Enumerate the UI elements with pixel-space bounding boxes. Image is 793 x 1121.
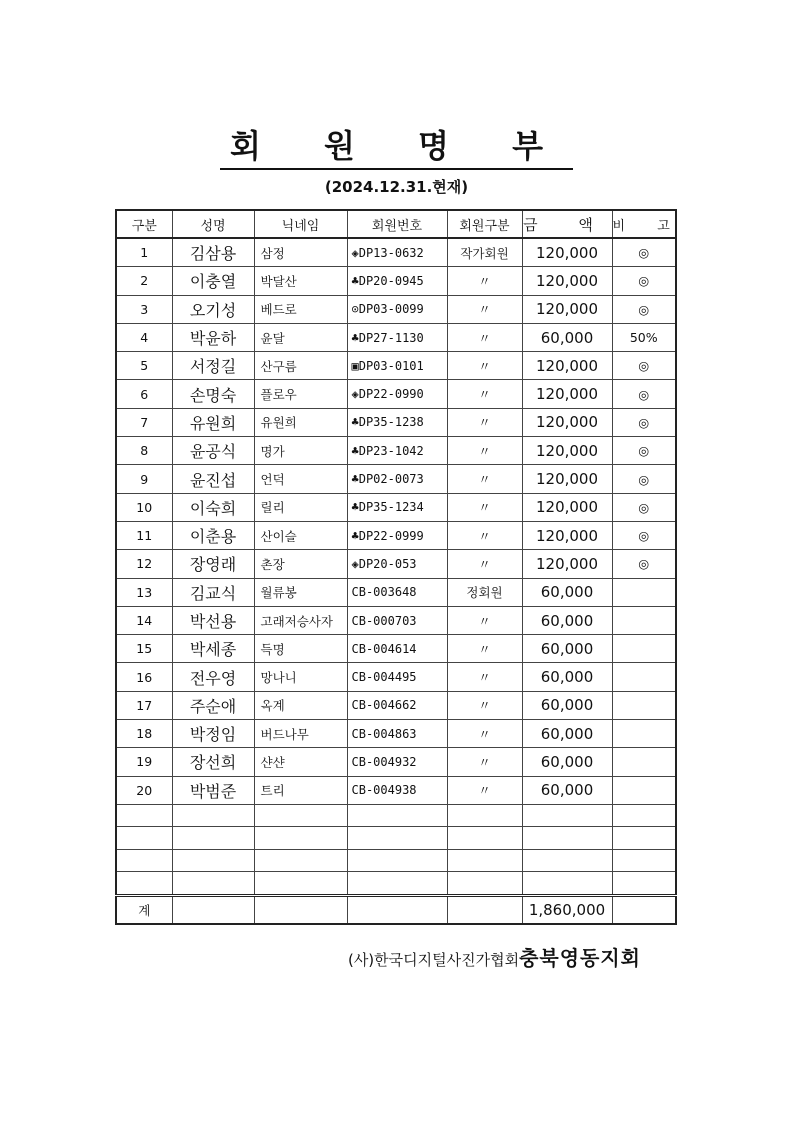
cell-note <box>612 606 676 634</box>
cell-member-id: ♣DP02-0073 <box>347 465 447 493</box>
cell-note: ◎ <box>612 550 676 578</box>
cell-amount: 120,000 <box>522 352 612 380</box>
empty-cell <box>254 804 347 827</box>
cell-note <box>612 578 676 606</box>
as-of-date: (2024.12.31.현재) <box>324 178 469 196</box>
empty-cell <box>116 804 172 827</box>
cell-no: 9 <box>116 465 172 493</box>
cell-member-id: CB-004863 <box>347 720 447 748</box>
cell-amount: 60,000 <box>522 578 612 606</box>
header-note: 비 고 <box>612 210 676 238</box>
organization-name: (사)한국디지털사진가협회 <box>347 951 520 969</box>
cell-member-type: 〃 <box>447 323 522 351</box>
cell-amount: 120,000 <box>522 408 612 436</box>
cell-note <box>612 663 676 691</box>
cell-nickname: 명가 <box>254 437 347 465</box>
cell-member-type: 〃 <box>447 720 522 748</box>
cell-nickname: 옥계 <box>254 691 347 719</box>
empty-cell <box>447 804 522 827</box>
cell-name: 김교식 <box>172 578 254 606</box>
cell-nickname: 득명 <box>254 635 347 663</box>
empty-cell <box>447 849 522 872</box>
cell-note <box>612 748 676 776</box>
cell-member-type: 〃 <box>447 465 522 493</box>
cell-member-id: ♣DP27-1130 <box>347 323 447 351</box>
table-row <box>116 238 676 267</box>
table-row <box>116 437 676 465</box>
cell-name: 박선용 <box>172 606 254 634</box>
cell-name: 윤진섭 <box>172 465 254 493</box>
cell-amount: 120,000 <box>522 437 612 465</box>
cell-member-id: CB-004932 <box>347 748 447 776</box>
cell-name: 이숙희 <box>172 493 254 521</box>
cell-nickname: 베드로 <box>254 295 347 323</box>
document-title: 회 원 명 부 <box>0 126 793 170</box>
cell-no: 14 <box>116 606 172 634</box>
empty-cell <box>522 804 612 827</box>
cell-member-type: 〃 <box>447 776 522 804</box>
cell-nickname: 산구름 <box>254 352 347 380</box>
empty-cell <box>116 872 172 896</box>
cell-no: 3 <box>116 295 172 323</box>
empty-cell <box>172 849 254 872</box>
cell-member-type: 〃 <box>447 691 522 719</box>
branch-name: 충북영동지회 <box>519 946 641 970</box>
cell-amount: 120,000 <box>522 521 612 549</box>
empty-cell <box>172 872 254 896</box>
cell-amount: 60,000 <box>522 323 612 351</box>
header-nickname: 닉네임 <box>254 210 347 238</box>
empty-row <box>116 872 676 896</box>
cell-amount: 60,000 <box>522 635 612 663</box>
cell-member-id: CB-004662 <box>347 691 447 719</box>
cell-no: 11 <box>116 521 172 549</box>
cell-member-id: ♣DP22-0999 <box>347 521 447 549</box>
cell-member-id: ♣DP35-1238 <box>347 408 447 436</box>
empty-cell <box>347 827 447 850</box>
cell-note: ◎ <box>612 352 676 380</box>
cell-name: 유원희 <box>172 408 254 436</box>
empty-cell <box>254 895 347 924</box>
table-row <box>116 465 676 493</box>
cell-no: 15 <box>116 635 172 663</box>
empty-cell <box>522 872 612 896</box>
table-row <box>116 748 676 776</box>
empty-cell <box>612 849 676 872</box>
table-row <box>116 691 676 719</box>
cell-note <box>612 720 676 748</box>
cell-amount: 60,000 <box>522 776 612 804</box>
cell-note: ◎ <box>612 521 676 549</box>
cell-member-type: 〃 <box>447 550 522 578</box>
cell-name: 전우영 <box>172 663 254 691</box>
empty-cell <box>172 895 254 924</box>
cell-name: 박세종 <box>172 635 254 663</box>
cell-member-id: CB-004495 <box>347 663 447 691</box>
cell-amount: 120,000 <box>522 238 612 267</box>
cell-member-id: ◈DP22-0990 <box>347 380 447 408</box>
cell-member-type: 〃 <box>447 635 522 663</box>
cell-amount: 120,000 <box>522 267 612 295</box>
table-body <box>116 238 676 924</box>
empty-cell <box>254 849 347 872</box>
cell-no: 20 <box>116 776 172 804</box>
cell-note <box>612 635 676 663</box>
total-label: 계 <box>116 895 172 924</box>
total-amount: 1,860,000 <box>522 895 612 924</box>
cell-member-type: 〃 <box>447 352 522 380</box>
cell-amount: 60,000 <box>522 663 612 691</box>
cell-note: ◎ <box>612 408 676 436</box>
cell-no: 6 <box>116 380 172 408</box>
cell-amount: 120,000 <box>522 550 612 578</box>
cell-amount: 60,000 <box>522 606 612 634</box>
cell-note: 50% <box>612 323 676 351</box>
cell-name: 박정임 <box>172 720 254 748</box>
table-row <box>116 663 676 691</box>
cell-no: 2 <box>116 267 172 295</box>
empty-cell <box>522 849 612 872</box>
empty-row <box>116 827 676 850</box>
empty-cell <box>447 872 522 896</box>
empty-cell <box>522 827 612 850</box>
cell-name: 윤공식 <box>172 437 254 465</box>
cell-member-id: CB-000703 <box>347 606 447 634</box>
empty-cell <box>254 827 347 850</box>
cell-member-type: 〃 <box>447 493 522 521</box>
cell-note: ◎ <box>612 267 676 295</box>
cell-name: 박윤하 <box>172 323 254 351</box>
empty-cell <box>347 872 447 896</box>
cell-no: 7 <box>116 408 172 436</box>
cell-amount: 60,000 <box>522 748 612 776</box>
empty-cell <box>447 827 522 850</box>
cell-amount: 120,000 <box>522 493 612 521</box>
cell-member-id: ◈DP13-0632 <box>347 238 447 267</box>
cell-member-id: ♣DP20-0945 <box>347 267 447 295</box>
empty-row <box>116 804 676 827</box>
cell-nickname: 삼정 <box>254 238 347 267</box>
cell-note: ◎ <box>612 465 676 493</box>
cell-nickname: 트리 <box>254 776 347 804</box>
empty-row <box>116 849 676 872</box>
cell-no: 19 <box>116 748 172 776</box>
cell-note: ◎ <box>612 380 676 408</box>
empty-cell <box>612 827 676 850</box>
table-row <box>116 380 676 408</box>
cell-no: 10 <box>116 493 172 521</box>
cell-amount: 120,000 <box>522 465 612 493</box>
cell-member-type: 〃 <box>447 267 522 295</box>
empty-cell <box>254 872 347 896</box>
cell-name: 장선희 <box>172 748 254 776</box>
cell-note <box>612 776 676 804</box>
cell-amount: 60,000 <box>522 720 612 748</box>
cell-nickname: 플로우 <box>254 380 347 408</box>
table-row <box>116 521 676 549</box>
cell-name: 장영래 <box>172 550 254 578</box>
cell-member-type: 정회원 <box>447 578 522 606</box>
empty-cell <box>447 895 522 924</box>
empty-cell <box>612 872 676 896</box>
cell-member-type: 〃 <box>447 295 522 323</box>
cell-no: 13 <box>116 578 172 606</box>
empty-cell <box>172 827 254 850</box>
cell-member-id: ♣DP35-1234 <box>347 493 447 521</box>
table-row <box>116 550 676 578</box>
cell-member-type: 〃 <box>447 748 522 776</box>
total-row <box>116 895 676 924</box>
cell-member-id: ◈DP20-053 <box>347 550 447 578</box>
cell-note: ◎ <box>612 437 676 465</box>
table-row <box>116 352 676 380</box>
cell-member-type: 〃 <box>447 521 522 549</box>
cell-member-type: 작가회원 <box>447 238 522 267</box>
empty-cell <box>612 804 676 827</box>
cell-note: ◎ <box>612 238 676 267</box>
cell-no: 8 <box>116 437 172 465</box>
table-row <box>116 267 676 295</box>
cell-note: ◎ <box>612 295 676 323</box>
cell-nickname: 유원희 <box>254 408 347 436</box>
cell-nickname: 촌장 <box>254 550 347 578</box>
cell-nickname: 망나니 <box>254 663 347 691</box>
cell-no: 1 <box>116 238 172 267</box>
header-name: 성명 <box>172 210 254 238</box>
table-row <box>116 776 676 804</box>
table-row <box>116 295 676 323</box>
cell-member-type: 〃 <box>447 380 522 408</box>
cell-note: ◎ <box>612 493 676 521</box>
empty-cell <box>612 895 676 924</box>
table-header-row <box>116 210 676 238</box>
empty-cell <box>347 895 447 924</box>
cell-no: 16 <box>116 663 172 691</box>
cell-nickname: 고래저승사자 <box>254 606 347 634</box>
table-row <box>116 606 676 634</box>
empty-cell <box>347 804 447 827</box>
cell-no: 18 <box>116 720 172 748</box>
cell-member-id: CB-004938 <box>347 776 447 804</box>
cell-name: 이춘용 <box>172 521 254 549</box>
cell-member-id: ♣DP23-1042 <box>347 437 447 465</box>
cell-member-id: ▣DP03-0101 <box>347 352 447 380</box>
cell-nickname: 릴리 <box>254 493 347 521</box>
cell-member-type: 〃 <box>447 606 522 634</box>
cell-no: 5 <box>116 352 172 380</box>
cell-nickname: 월류봉 <box>254 578 347 606</box>
cell-member-type: 〃 <box>447 408 522 436</box>
header-member-type: 회원구분 <box>447 210 522 238</box>
cell-name: 이충열 <box>172 267 254 295</box>
empty-cell <box>116 849 172 872</box>
cell-name: 서정길 <box>172 352 254 380</box>
cell-no: 4 <box>116 323 172 351</box>
cell-name: 김삼용 <box>172 238 254 267</box>
cell-no: 12 <box>116 550 172 578</box>
header-member-id: 회원번호 <box>347 210 447 238</box>
cell-member-type: 〃 <box>447 663 522 691</box>
cell-member-id: ⊙DP03-0099 <box>347 295 447 323</box>
table-row <box>116 720 676 748</box>
empty-cell <box>116 827 172 850</box>
empty-cell <box>347 849 447 872</box>
table-row <box>116 635 676 663</box>
cell-nickname: 박달산 <box>254 267 347 295</box>
member-roster-table <box>115 209 684 925</box>
cell-name: 오기성 <box>172 295 254 323</box>
cell-member-id: CB-004614 <box>347 635 447 663</box>
table-row <box>116 408 676 436</box>
cell-nickname: 산이슬 <box>254 521 347 549</box>
table-row <box>116 578 676 606</box>
cell-note <box>612 691 676 719</box>
cell-nickname: 버드나무 <box>254 720 347 748</box>
cell-member-type: 〃 <box>447 437 522 465</box>
cell-nickname: 샨샨 <box>254 748 347 776</box>
cell-no: 17 <box>116 691 172 719</box>
cell-amount: 60,000 <box>522 691 612 719</box>
cell-name: 박범준 <box>172 776 254 804</box>
organization-signature <box>348 942 641 971</box>
cell-nickname: 언덕 <box>254 465 347 493</box>
header-no: 구분 <box>116 210 172 238</box>
cell-name: 손명숙 <box>172 380 254 408</box>
cell-member-id: CB-003648 <box>347 578 447 606</box>
table-row <box>116 323 676 351</box>
cell-amount: 120,000 <box>522 380 612 408</box>
cell-nickname: 윤달 <box>254 323 347 351</box>
cell-amount: 120,000 <box>522 295 612 323</box>
header-amount: 금 액 <box>522 210 612 238</box>
table-row <box>116 493 676 521</box>
cell-name: 주순애 <box>172 691 254 719</box>
empty-cell <box>172 804 254 827</box>
